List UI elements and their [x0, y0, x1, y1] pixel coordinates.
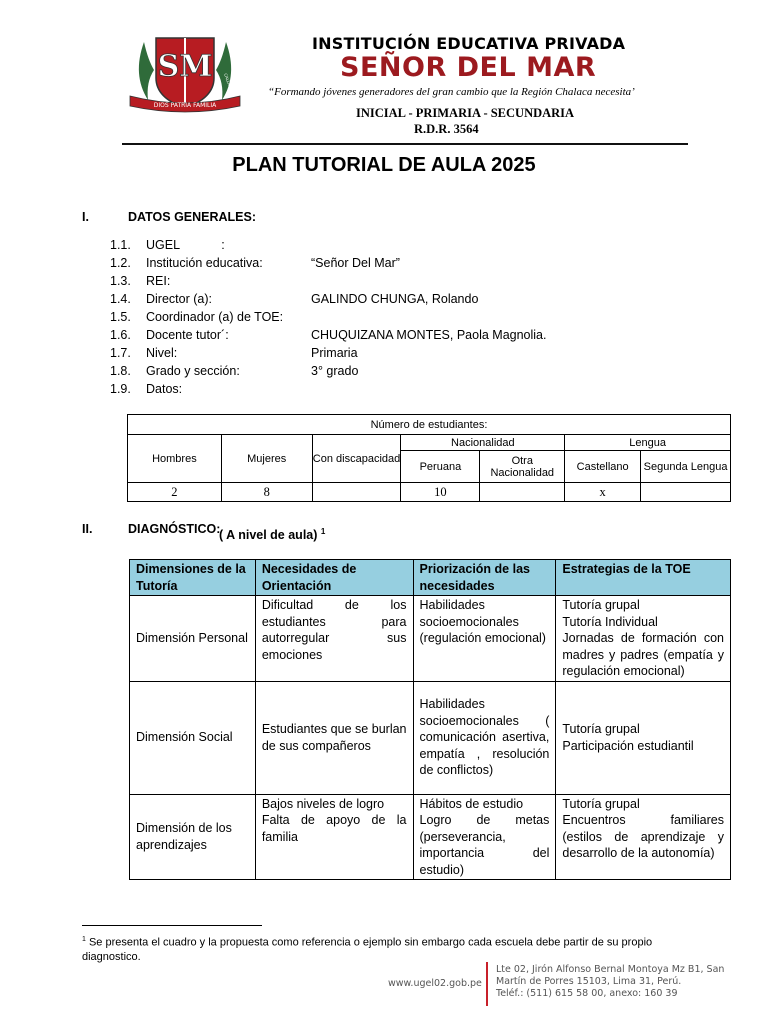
necesidades-line: Dificultad de los estudiantes para autorregular sus emociones — [261, 598, 407, 662]
footer-accent-bar — [486, 962, 488, 1006]
item-number: 1.3. — [110, 274, 131, 288]
logo-ribbon-text: DIOS PATRIA FAMILIA — [153, 102, 217, 109]
dimension-cell: Dimensión de los aprendizajes — [130, 794, 256, 880]
necesidades-cell — [255, 794, 413, 880]
item-label: Datos: — [146, 382, 183, 396]
section-2-subheading — [219, 527, 325, 542]
value-discapacidad — [312, 483, 401, 502]
education-levels: INICIAL - PRIMARIA - SECUNDARIA — [356, 106, 575, 120]
dimension-cell: Dimensión Social — [130, 681, 256, 794]
institution-type: INSTITUCIÓN EDUCATIVA PRIVADA — [312, 34, 626, 53]
col-hombres: Hombres — [128, 435, 222, 483]
section-2-number: II. — [82, 522, 93, 536]
col-lengua: Lengua — [565, 435, 731, 451]
estrategias-line: Tutoría grupal — [562, 598, 640, 612]
item-number: 1.5. — [110, 310, 131, 324]
priorizacion-line: Habilidades socioemocionales ( comunicación asertiva, empatía , resolución de conflictos) — [419, 697, 550, 778]
col-castellano: Castellano — [565, 451, 641, 483]
col-otra-nacionalidad: Otra Nacionalidad — [480, 451, 565, 483]
logo-letters: SM — [157, 49, 213, 84]
priorizacion-cell — [413, 596, 556, 682]
item-label: Institución educativa: — [146, 256, 263, 270]
section-1-heading: DATOS GENERALES: — [128, 210, 257, 224]
item-value: Primaria — [311, 346, 358, 360]
item-label: REI: — [146, 274, 171, 288]
value-otra-nacionalidad — [480, 483, 565, 502]
footnote — [82, 933, 702, 964]
footer-address-line2: Martín de Porres 15103, Lima 31, Perú. — [496, 976, 682, 987]
estrategias-cell — [556, 681, 731, 794]
diagnosis-row — [130, 596, 731, 682]
necesidades-cell — [255, 596, 413, 682]
logo-side-text: CALLAO — [223, 72, 234, 90]
diagnosis-header-cell: Dimensiones de la Tutoría — [130, 560, 256, 596]
necesidades-line: Estudiantes que se burlan de sus compañeros — [261, 722, 407, 753]
item-label: Director (a): — [146, 292, 212, 306]
footnote-divider — [82, 925, 262, 926]
item-value: CHUQUIZANA MONTES, Paola Magnolia. — [311, 328, 547, 342]
priorizacion-line: Habilidades socioemocionales (regulación emocional) — [419, 598, 546, 645]
priorizacion-line: Hábitos de estudio — [419, 796, 524, 811]
footnote-mark: 1 — [82, 936, 86, 943]
necesidades-line: Bajos niveles de logro — [261, 796, 385, 811]
item-value: 3° grado — [311, 364, 359, 378]
item-label: Docente tutor´: — [146, 328, 229, 342]
diagnosis-table — [129, 559, 731, 880]
item-label: UGEL : — [146, 238, 225, 252]
footer-phone: Teléf.: (511) 615 58 00, anexo: 160 39 — [496, 988, 678, 999]
estrategias-line: Tutoría grupal — [562, 796, 640, 811]
item-value: “Señor Del Mar” — [311, 256, 400, 270]
necesidades-cell — [255, 681, 413, 794]
section-1-number: I. — [82, 210, 89, 224]
value-castellano: x — [565, 483, 641, 502]
estrategias-line: Participación estudiantil — [562, 738, 694, 753]
school-motto: “Formando jóvenes generadores del gran cambio que la Región Chalaca necesita’ — [268, 86, 635, 98]
diagnosis-header-cell: Estrategias de la TOE — [556, 560, 731, 596]
estrategias-cell — [556, 794, 731, 880]
col-peruana: Peruana — [401, 451, 480, 483]
item-number: 1.1. — [110, 238, 131, 252]
col-discapacidad: Con discapacidad — [312, 435, 401, 483]
estrategias-line: Encuentros familiares (estilos de aprendizaje y desarrollo de la autonomía) — [562, 813, 724, 860]
students-table — [127, 414, 731, 502]
estrategias-line: Tutoría Individual — [562, 614, 658, 629]
item-number: 1.8. — [110, 364, 131, 378]
diagnosis-row — [130, 794, 731, 880]
diagnosis-header-cell: Priorización de las necesidades — [413, 560, 556, 596]
item-value: GALINDO CHUNGA, Rolando — [311, 292, 479, 306]
item-number: 1.4. — [110, 292, 131, 306]
footer-address-line1: Lte 02, Jirón Alfonso Bernal Montoya Mz B1, San — [496, 964, 725, 975]
estrategias-line: Jornadas de formación con madres y padres (empatía y regulación emocional) — [562, 631, 724, 678]
dimension-cell: Dimensión Personal — [130, 596, 256, 682]
estrategias-line: Tutoría grupal — [562, 722, 640, 736]
item-label: Grado y sección: — [146, 364, 240, 378]
priorizacion-line: Logro de metas (perseverancia, importancia del estudio) — [419, 813, 550, 877]
section-2-scope: ( A nivel de aula) — [219, 528, 318, 543]
necesidades-line: Falta de apoyo de la familia — [261, 813, 407, 844]
priorizacion-cell — [413, 681, 556, 794]
col-nacionalidad: Nacionalidad — [401, 435, 565, 451]
item-number: 1.9. — [110, 382, 131, 396]
footnote-reference: 1 — [320, 527, 326, 536]
item-number: 1.7. — [110, 346, 131, 360]
item-number: 1.6. — [110, 328, 131, 342]
school-crest-logo — [126, 30, 244, 116]
page-title: PLAN TUTORIAL DE AULA 2025 — [232, 154, 536, 176]
priorizacion-cell — [413, 794, 556, 880]
value-hombres: 2 — [128, 483, 222, 502]
footer-website[interactable]: www.ugel02.gob.pe — [388, 978, 482, 989]
diagnosis-row — [130, 681, 731, 794]
item-label: Coordinador (a) de TOE: — [146, 310, 284, 324]
value-peruana: 10 — [401, 483, 480, 502]
item-label: Nivel: — [146, 346, 178, 360]
col-mujeres: Mujeres — [221, 435, 312, 483]
footnote-text: Se presenta el cuadro y la propuesta como referencia o ejemplo sin embargo cada escuela debe partir de su propio diagnostico. — [82, 936, 653, 963]
estrategias-cell — [556, 596, 731, 682]
students-table-title: Número de estudiantes: — [128, 415, 731, 435]
value-mujeres: 8 — [221, 483, 312, 502]
institution-name: SEÑOR DEL MAR — [340, 52, 597, 83]
item-number: 1.2. — [110, 256, 131, 270]
col-segunda-lengua: Segunda Lengua — [641, 451, 731, 483]
resolution-number: R.D.R. 3564 — [414, 122, 479, 136]
value-segunda-lengua — [641, 483, 731, 502]
header-divider — [122, 143, 688, 145]
section-2-heading: DIAGNÓSTICO: — [128, 522, 221, 536]
diagnosis-header-cell: Necesidades de Orientación — [255, 560, 413, 596]
